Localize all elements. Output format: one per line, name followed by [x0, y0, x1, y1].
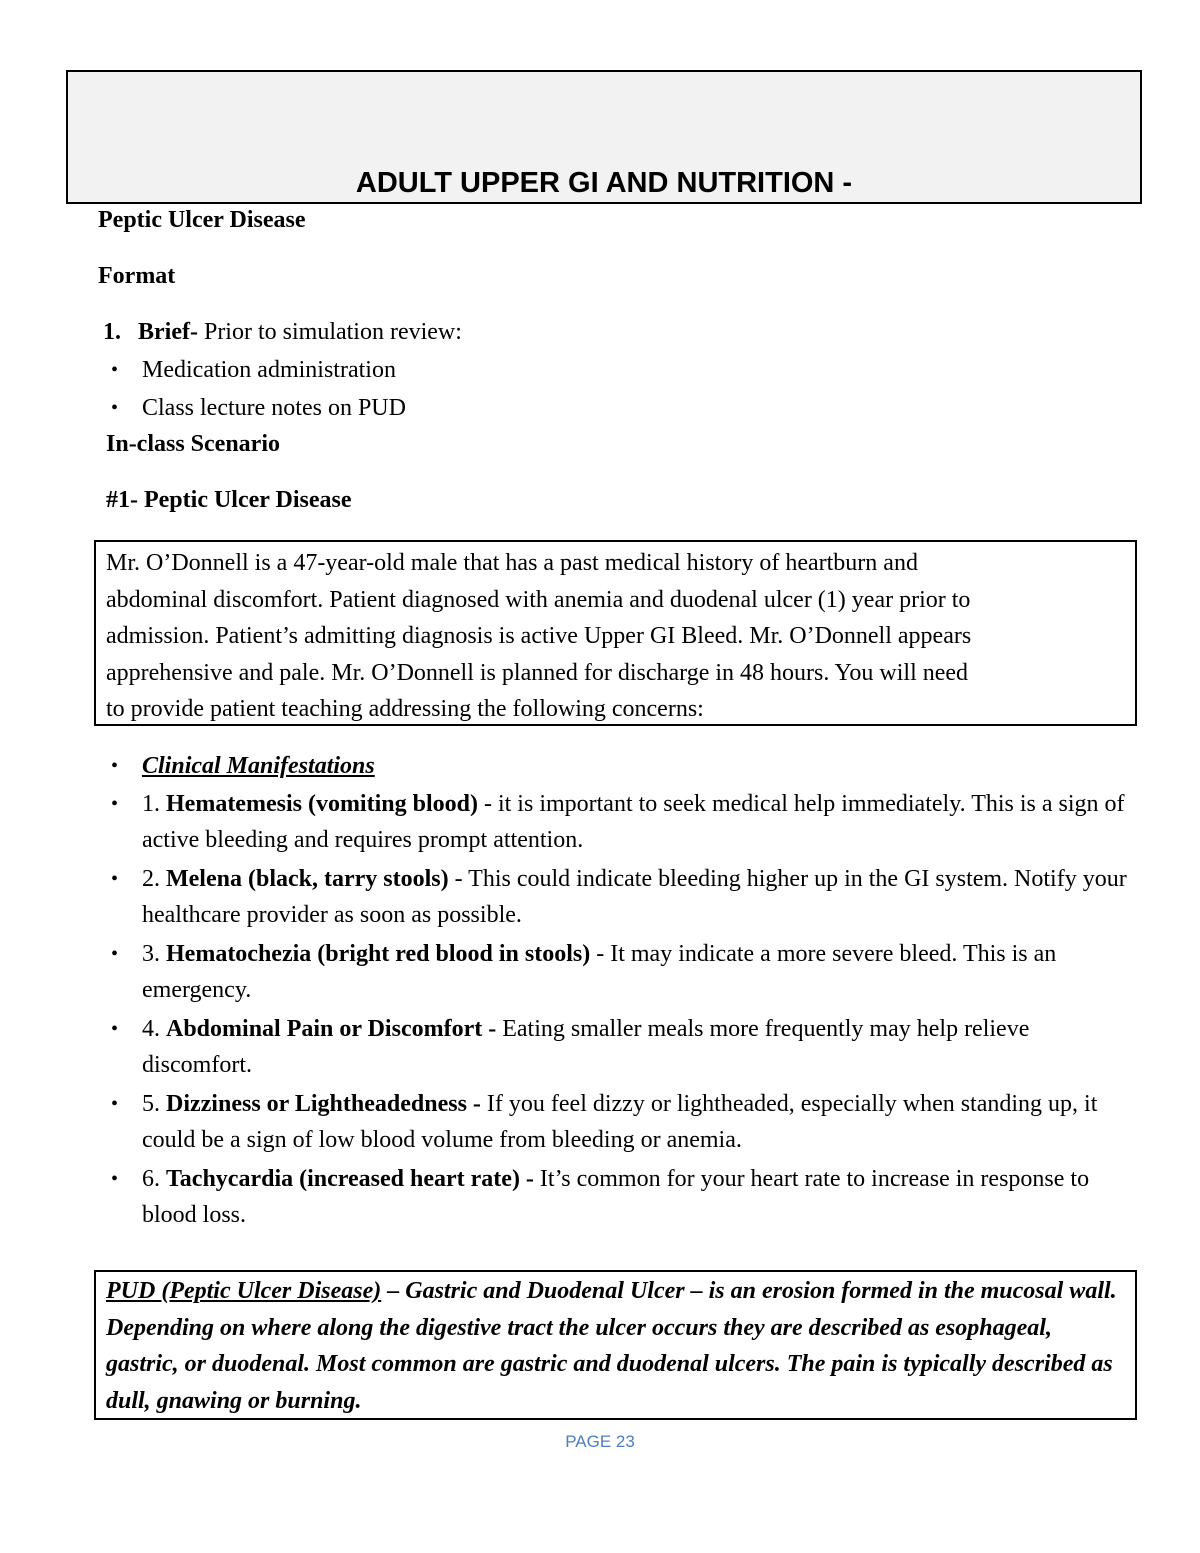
document-title: ADULT UPPER GI AND NUTRITION -: [355, 167, 853, 199]
pud-text: – Gastric and Duodenal Ulcer – is an erosion formed in the mucosal wall. Depending on where along the digestive tract the ulcer occurs they are described as esophageal, gastric, or duodenal. Most common are gastric and duodenal ulcers. The pain is typically described as dull, gnawing or burning.: [106, 1278, 1117, 1414]
item-number: 2.: [142, 866, 166, 892]
scenario-line: Mr. O’Donnell is a 47-year-old male that has a past medical history of heartburn and: [106, 550, 918, 576]
bullet-icon: •: [111, 1018, 119, 1040]
bullet-icon: •: [111, 397, 119, 419]
item-separator: -: [477, 791, 498, 817]
item-text: It may indicate a more severe bleed. This is an emergency.: [142, 941, 1057, 1003]
scenario-line: to provide patient teaching addressing the following concerns:: [106, 696, 704, 722]
item-separator: -: [448, 866, 469, 892]
bullet-icon: •: [111, 359, 119, 381]
section-title: Peptic Ulcer Disease: [98, 207, 306, 233]
item-term: Dizziness or Lightheadedness -: [166, 1091, 481, 1117]
item-text: If you feel dizzy or lightheaded, especially when standing up, it could be a sign of low blood volume from bleeding or anemia.: [142, 1091, 1098, 1153]
brief-label: Brief-: [138, 319, 198, 345]
item-term: Abdominal Pain or Discomfort -: [166, 1016, 497, 1042]
brief-number: 1.: [103, 319, 121, 345]
scenario-line: apprehensive and pale. Mr. O’Donnell is planned for discharge in 48 hours. You will need: [106, 659, 969, 686]
item-term: Hematemesis (vomiting blood): [166, 791, 478, 817]
item-number: 6.: [142, 1166, 166, 1192]
bullet-icon: •: [111, 943, 119, 965]
bullet-icon: •: [111, 755, 119, 777]
item-number: 5.: [142, 1091, 166, 1117]
brief-line: [103, 314, 462, 350]
page-number: PAGE 23: [565, 1432, 635, 1451]
scenario-line: abdominal discomfort. Patient diagnosed with anemia and duodenal ulcer (1) year prior to: [106, 586, 971, 613]
pud-term: PUD (Peptic Ulcer Disease): [106, 1278, 382, 1304]
item-term: Tachycardia (increased heart rate) -: [166, 1166, 534, 1192]
format-heading: Format: [98, 263, 176, 289]
bullet-icon: •: [111, 868, 119, 890]
item-number: 4.: [142, 1016, 166, 1042]
scenario-line: admission. Patient’s admitting diagnosis is active Upper GI Bleed. Mr. O’Donnell appears: [106, 623, 972, 649]
manifestation-item: [142, 1011, 1132, 1083]
scenario-heading: #1- Peptic Ulcer Disease: [106, 487, 352, 513]
pud-definition-box: [94, 1270, 1137, 1420]
item-term: Melena (black, tarry stools): [166, 866, 449, 892]
header-box: [66, 70, 1142, 204]
scenario-box: [94, 540, 1137, 726]
bullet-icon: •: [111, 1093, 119, 1115]
bullet-icon: •: [111, 793, 119, 815]
item-number: 3.: [142, 941, 166, 967]
item-text: Eating smaller meals more frequently may help relieve discomfort.: [142, 1016, 1030, 1078]
manifestation-item: [142, 861, 1132, 933]
manifestation-item: [142, 1086, 1132, 1158]
item-number: 1.: [142, 791, 166, 817]
item-text: This could indicate bleeding higher up in the GI system. Notify your healthcare provider as soon as possible.: [142, 866, 1127, 928]
item-text: it is important to seek medical help immediately. This is a sign of active bleeding and requires prompt attention.: [142, 791, 1125, 853]
manifestation-item: [142, 786, 1132, 858]
item-separator: -: [590, 941, 611, 967]
review-item: Medication administration: [142, 357, 396, 383]
review-item: Class lecture notes on PUD: [142, 395, 406, 421]
clinical-heading: Clinical Manifestations: [142, 753, 375, 779]
inclass-heading: In-class Scenario: [106, 431, 280, 457]
manifestation-item: [142, 1161, 1132, 1233]
brief-text: Prior to simulation review:: [197, 319, 462, 345]
bullet-icon: •: [111, 1168, 119, 1190]
item-term: Hematochezia (bright red blood in stools): [166, 941, 591, 967]
item-text: It’s common for your heart rate to increase in response to blood loss.: [142, 1166, 1090, 1228]
manifestation-item: [142, 936, 1132, 1008]
